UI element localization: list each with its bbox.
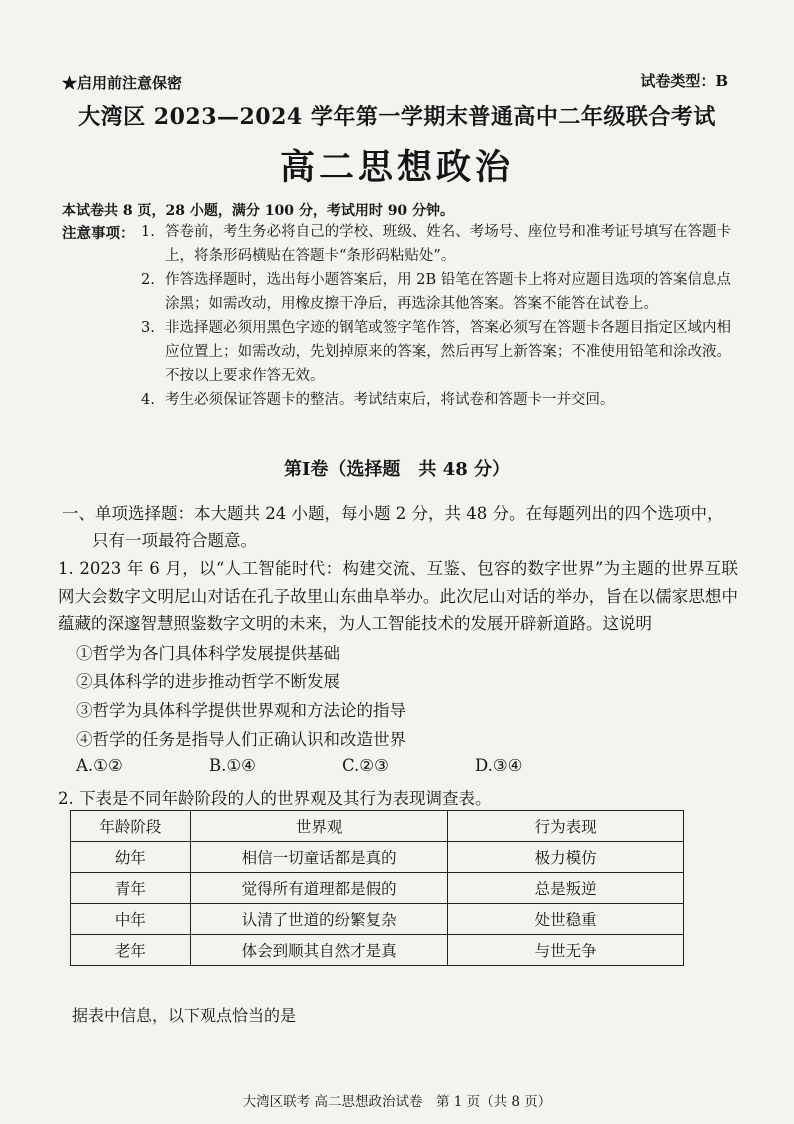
table-cell: 总是叛逆 bbox=[448, 873, 684, 904]
paper-type-label: 试卷类型：B bbox=[640, 72, 728, 90]
note-item bbox=[141, 388, 731, 412]
question-1-stem: 1. 2023 年 6 月，以“人工智能时代：构建交流、互鉴、包容的数字世界”为主题的世界互联网大会数字文明尼山对话在孔子故里山东曲阜举办。此次尼山对话的举办，旨在以儒家思想中蕴藏的深邃智慧照鉴数字文明的未来，为人工智能技术的发展开辟新道路。这说明 bbox=[58, 559, 738, 633]
choice-c: C.②③ bbox=[342, 756, 389, 775]
exam-title: 大湾区 2023—2024 学年第一学期末普通高中二年级联合考试 bbox=[78, 104, 716, 130]
note-text: 作答选择题时，选出每小题答案后，用 2B 铅笔在答题卡上将对应题目选项的答案信息点涂黑；如需改动，用橡皮擦干净后，再选涂其他答案。答案不能答在试卷上。 bbox=[165, 272, 731, 312]
table-cell: 幼年 bbox=[71, 842, 191, 873]
notes-list bbox=[141, 220, 731, 412]
table-cell: 处世稳重 bbox=[448, 904, 684, 935]
table-cell: 极力模仿 bbox=[448, 842, 684, 873]
table-cell: 觉得所有道理都是假的 bbox=[190, 873, 448, 904]
question-1-option: ③哲学为具体科学提供世界观和方法论的指导 bbox=[76, 701, 406, 720]
table-row bbox=[71, 935, 684, 966]
note-text: 非选择题必须用黑色字迹的钢笔或签字笔作答，答案必须写在答题卡各题目指定区域内相应位置上；如需改动，先划掉原来的答案，然后再写上新答案；不准使用铅笔和涂改液。不按以上要求作答无效。 bbox=[165, 320, 731, 384]
question-1-option: ①哲学为各门具体科学发展提供基础 bbox=[76, 644, 340, 663]
question-2-stem: 2. 下表是不同年龄阶段的人的世界观及其行为表现调查表。 bbox=[58, 789, 492, 808]
note-item bbox=[141, 268, 731, 316]
note-number: 3. bbox=[141, 320, 155, 336]
note-text: 考生必须保证答题卡的整洁。考试结束后，将试卷和答题卡一并交回。 bbox=[165, 392, 615, 408]
section-heading-text: 一、单项选择题：本大题共 24 小题，每小题 2 分，共 48 分。在每题列出的四个选项中，只有一项最符合题意。 bbox=[62, 504, 724, 550]
table-cell: 青年 bbox=[71, 873, 191, 904]
question-1-option: ④哲学的任务是指导人们正确认识和改造世界 bbox=[76, 730, 406, 749]
table-row bbox=[71, 842, 684, 873]
question-1-option: ②具体科学的进步推动哲学不断发展 bbox=[76, 672, 340, 691]
question-1-choices bbox=[76, 756, 636, 775]
table-row bbox=[71, 904, 684, 935]
subject-title: 高二思想政治 bbox=[279, 147, 514, 188]
note-item bbox=[141, 220, 731, 268]
table-cell: 相信一切童话都是真的 bbox=[190, 842, 448, 873]
survey-table bbox=[70, 810, 684, 966]
question-2-prompt: 据表中信息，以下观点恰当的是 bbox=[72, 1006, 297, 1025]
table-header-cell: 年龄阶段 bbox=[71, 811, 191, 842]
table-cell: 认清了世道的纷繁复杂 bbox=[190, 904, 448, 935]
choice-a: A.①② bbox=[76, 756, 123, 775]
note-number: 1. bbox=[141, 224, 155, 240]
confidential-label: ★启用前注意保密 bbox=[62, 74, 183, 92]
note-number: 4. bbox=[141, 392, 155, 408]
page-footer: 大湾区联考 高二思想政治试卷 第 1 页（共 8 页） bbox=[242, 1094, 552, 1110]
table-row bbox=[71, 873, 684, 904]
choice-b: B.①④ bbox=[209, 756, 256, 775]
note-text: 答卷前，考生务必将自己的学校、班级、姓名、考场号、座位号和准考证号填写在答题卡上，将条形码横贴在答题卡“条形码粘贴处”。 bbox=[165, 224, 731, 264]
table-header-cell: 行为表现 bbox=[448, 811, 684, 842]
note-number: 2. bbox=[141, 272, 155, 288]
table-header-cell: 世界观 bbox=[190, 811, 448, 842]
table-cell: 中年 bbox=[71, 904, 191, 935]
table-cell: 老年 bbox=[71, 935, 191, 966]
section-heading bbox=[62, 500, 734, 554]
choice-d: D.③④ bbox=[475, 756, 523, 775]
exam-info: 本试卷共 8 页，28 小题，满分 100 分，考试用时 90 分钟。 bbox=[62, 203, 455, 219]
table-cell: 体会到顺其自然才是真 bbox=[190, 935, 448, 966]
note-item bbox=[141, 316, 731, 388]
table-header-row bbox=[71, 811, 684, 842]
table-cell: 与世无争 bbox=[448, 935, 684, 966]
section-title: 第Ⅰ卷（选择题 共 48 分） bbox=[283, 459, 510, 480]
notes-label: 注意事项： bbox=[62, 225, 135, 242]
